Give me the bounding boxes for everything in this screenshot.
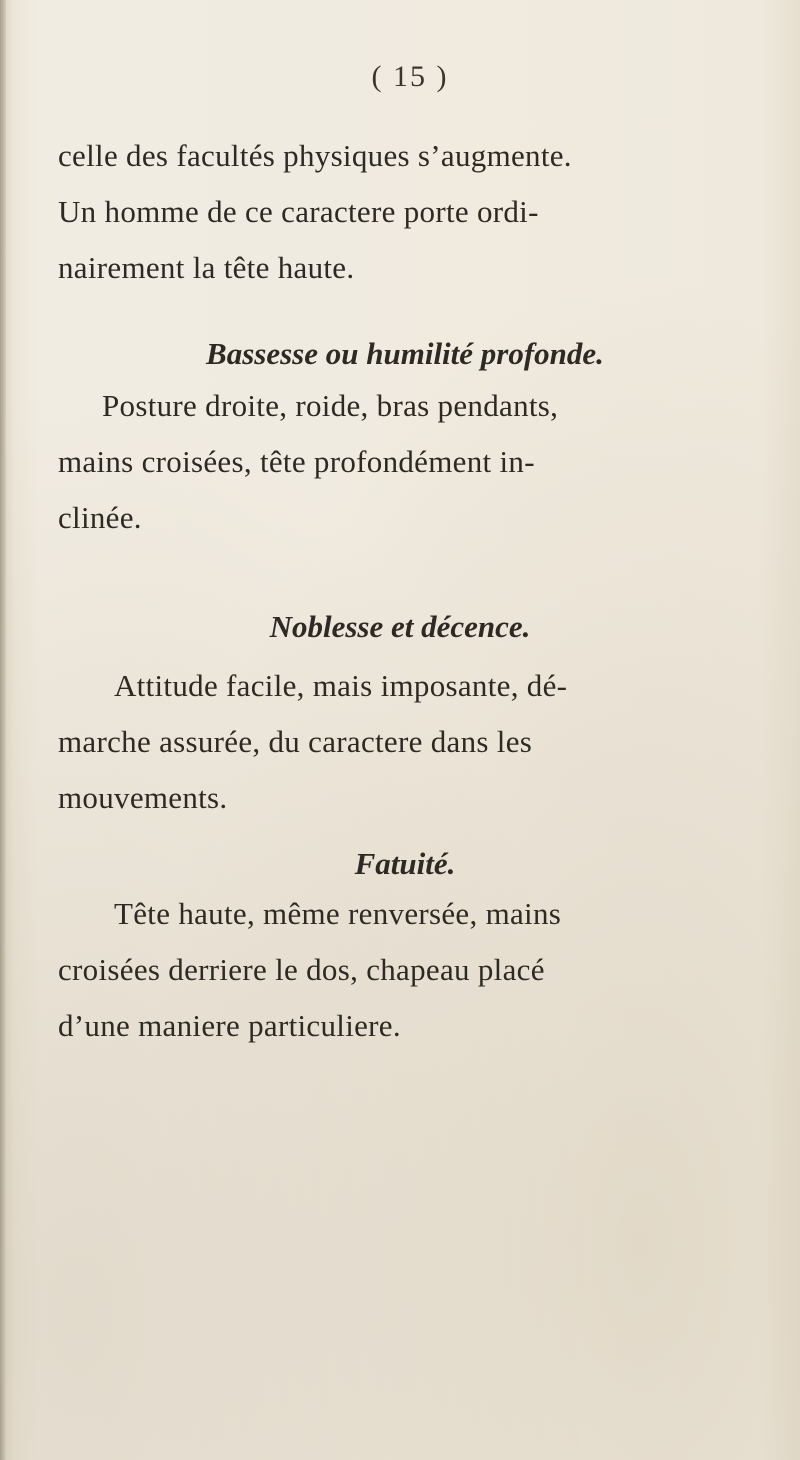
paragraph-fatuite: Tête haute, même renversée, mains croisées derriere le dos, chapeau placé d’une maniere particuliere. [58,896,562,1043]
page-number: ( 15 ) [371,60,449,93]
heading-noblesse: Noblesse et décence. [269,609,531,644]
paragraph-bassesse: Posture droite, roide, bras pendants, mains croisées, tête profondément in- clinée. [58,388,559,535]
paragraph-intro: celle des facultés physiques s’augmente. Un homme de ce caractere porte ordi- nairement la tête haute. [58,138,572,285]
heading-fatuite: Fatuité. [354,846,456,881]
page-edge [0,0,6,1460]
heading-bassesse: Bassesse ou humilité profonde. [206,336,604,371]
paragraph-noblesse: Attitude facile, mais imposante, dé- marche assurée, du caractere dans les mouvements. [58,668,568,815]
